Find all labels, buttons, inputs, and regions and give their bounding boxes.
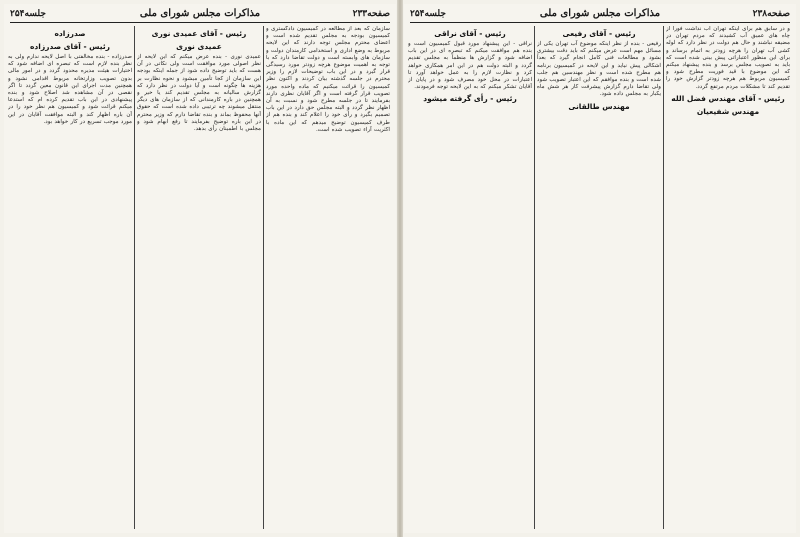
right-column-divider-1 [663, 26, 664, 529]
left-column-2 [137, 26, 261, 529]
left-page-header [10, 8, 390, 23]
right-col3-heading-1: رئیس - آقای نراقی [434, 29, 506, 38]
right-columns [410, 26, 790, 529]
right-column-1 [666, 26, 790, 529]
left-column-divider-2 [134, 26, 135, 529]
left-col1-text: سازمان که بعد از مطالعه در کمیسیون دادگستری و کمیسیون بودجه به مجلس تقدیم شده است و اعضای محترم مجلس توجه دارند که این لایحه مربوط به وضع اداری و استخدامی کارمندان دولت و سازمان های وابسته است و دولت تقاضا دارد که با توجه به اهمیت موضوع هرچه زودتر مورد رسیدگی قرار گیرد و در این باب توضیحات لازم را وزیر محترم در جلسه گذشته بیان کردند و اکنون نظر کمیسیون را قرائت میکنیم که ماده واحده مورد تصویب قرار گرفته است و اگر آقایان نظری دارند بفرمایند تا در جلسه مطرح شود و نسبت به آن اظهار نظر گردد و البته مجلس حق دارد در این باب تصمیم بگیرد و رأی خود را اعلام کند و بنده هم از طرف کمیسیون توضیح میدهم که این ماده با اکثریت آراء تصویب شده است. [266, 26, 390, 133]
right-page-number: صفحه۲۳۸ [752, 9, 790, 19]
left-page [4, 4, 396, 533]
left-page-number: صفحه۲۳۳ [352, 9, 390, 19]
left-col3-text: صدرزاده - بنده مخالفتی با اصل لایحه ندارم ولی به نظر بنده لازم است که تبصره ای اضافه شود که اختیارات هیئت مدیره محدود گردد و در امور مالی بدون تصویب وزارتخانه مربوط اقدامی نشود و همچنین مدت اجرای این قانون معین گردد تا اگر نقصی در آن مشاهده شد اصلاح شود و بنده پیشنهادی در این باب تقدیم کرده ام که استدعا میکنم قرائت شود و کمیسیون هم نظر خود را در آن باره اظهار کند و البته موافقت آقایان در این مورد موجب تسریع در کار خواهد بود. [8, 54, 132, 125]
left-column-3 [8, 26, 132, 529]
right-col1-heading-2: مهندس شفیعیان [696, 106, 760, 116]
right-page [404, 4, 796, 533]
left-running-title: مذاکرات مجلس شورای ملی [139, 8, 261, 19]
right-col2-text: رفیعی - بنده از نظر اینکه موضوع آب تهران یکی از مسائل مهم است عرض میکنم که باید دقت بیشتری بشود و مطالعات فنی کامل انجام گیرد که بعداً اشکالی پیش نیاید و این لایحه در کمیسیون برنامه هم مطرح شده است و نظر مهندسین هم جلب شده است و بنده موافقم که این اعتبار تصویب شود ولی تقاضا دارم گزارش پیشرفت کار هر شش ماه یکبار به مجلس داده شود. [537, 41, 661, 98]
right-column-divider-2 [534, 26, 535, 529]
right-col3-text: نراقی - این پیشنهاد مورد قبول کمیسیون است و بنده هم موافقت میکنم که تبصره ای در این باب اضافه شود و گزارش ها منظماً به مجلس تقدیم گردد و البته دولت هم در این امر همکاری خواهد کرد و نظارت لازم را به عمل خواهد آورد تا اعتبارات در محل خود مصرف شود و در پایان از آقایان تشکر میکنم که به این لایحه توجه فرمودند. [408, 41, 532, 91]
right-running-title: مذاکرات مجلس شورای ملی [539, 8, 661, 19]
right-col2-heading-1: رئیس - آقای رفیعی [562, 29, 636, 38]
right-col1-heading-1: رئیس - آقای مهندس فضل الله [671, 93, 785, 103]
right-col1-text: و در سابق هم برای اینکه تهران آب نداشت فوراً از چاه های عمیق آب کشیدند که مردم تهران در مضیقه نباشند و حال هم دولت در نظر دارد که لوله کشی آب تهران را هرچه زودتر به اتمام برساند و برای این منظور اعتباراتی پیش بینی شده است که باید به تصویب مجلس برسد و بنده پیشنهاد میکنم که این موضوع با قید فوریت مطرح شود و کمیسیون مربوط هم هرچه زودتر گزارش خود را تقدیم کند تا مشکلات مردم مرتفع گردد. [666, 26, 790, 90]
right-session-label: جلسه۲۵۴ [410, 9, 446, 19]
left-col2-heading-1: رئیس - آقای عمیدی نوری [151, 29, 247, 38]
left-column-1 [266, 26, 390, 529]
left-col2-heading-2: عمیدی نوری [176, 42, 222, 51]
left-columns [10, 26, 390, 529]
left-col3-heading-2: رئیس - آقای صدرزاده [30, 42, 110, 51]
left-col3-heading-1: صدرزاده [54, 29, 86, 38]
right-col2-heading-2: مهندس طالقانی [568, 101, 630, 111]
right-column-3 [408, 26, 532, 529]
left-col2-text: عمیدی نوری - بنده عرض میکنم که این لایحه از نظر اصولی مورد موافقت است ولی نکاتی در آن هست که باید توضیح داده شود از جمله اینکه بودجه این سازمان از کجا تأمین میشود و نحوه نظارت بر هزینه ها چگونه است و آیا دولت در نظر دارد که گزارش سالیانه به مجلس تقدیم کند یا خیر و همچنین در باره کارمندانی که از سازمان های دیگر منتقل میشوند چه ترتیبی داده شده است که حقوق آنها محفوظ بماند و بنده تقاضا دارم که وزیر محترم در این باره توضیح بفرمایند تا رفع ابهام شود و مجلس با اطمینان رأی بدهد. [137, 54, 261, 133]
left-session-label: جلسه۲۵۴ [10, 9, 46, 19]
book-gutter [397, 0, 403, 537]
right-col3-heading-2: رئیس - رأی گرفته میشود [423, 94, 517, 104]
right-page-header [410, 8, 790, 23]
right-column-2 [537, 26, 661, 529]
left-column-divider-1 [263, 26, 264, 529]
